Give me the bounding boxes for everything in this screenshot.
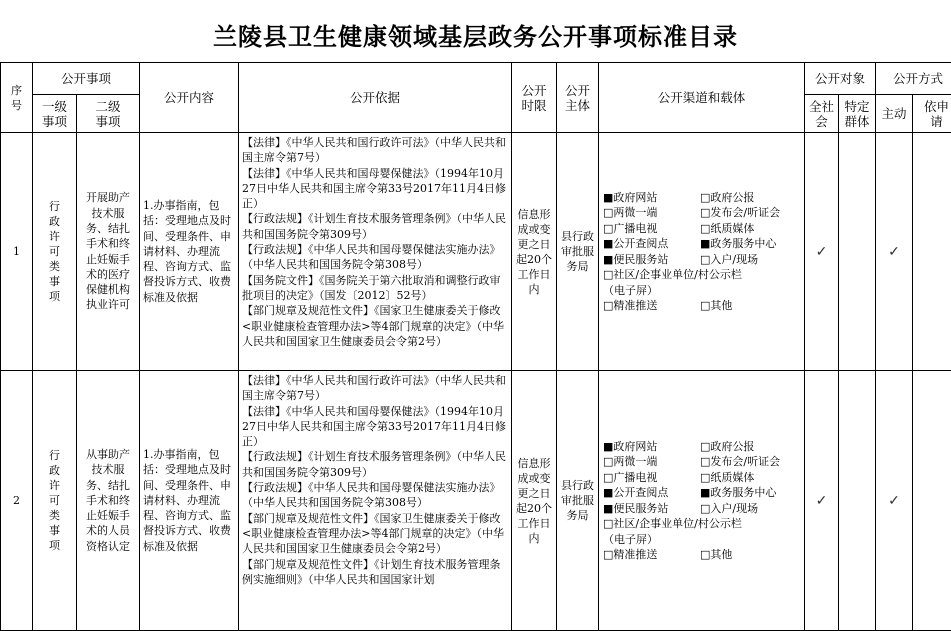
channel-line: ■便民服务站 □入户/现场: [603, 252, 800, 268]
header-basis: 公开依据: [239, 63, 512, 133]
row-seq: 2: [1, 371, 33, 631]
header-period: 公开时限: [512, 63, 557, 133]
table-row: [1, 133, 951, 371]
channel-line: □两微一端 □发布会/听证会: [603, 454, 800, 470]
header-target-all: 全社会: [805, 95, 839, 133]
basis-line: 【法律】《中华人民共和国母婴保健法》（1994年10月27日中华人民共和国主席令第33号2017年11月4日修正）: [242, 166, 508, 212]
row-l1: 行政许可类事项: [33, 371, 77, 631]
header-seq: 序号: [1, 63, 33, 133]
channel-line: □广播电视 □纸质媒体: [603, 221, 800, 237]
basis-line: 【法律】《中华人民共和国行政许可法》（中华人民共和国主席令第7号）: [242, 135, 508, 166]
header-channel: 公开渠道和载体: [599, 63, 805, 133]
channel-line: □广播电视 □纸质媒体: [603, 470, 800, 486]
row-l1: 行政许可类事项: [33, 133, 77, 371]
row-subject: 县行政审批服务局: [557, 371, 599, 631]
row-content: 1.办事指南，包括：受理地点及时间、受理条件、申请材料、办理流程、咨询方式、监督投诉方式、收费标准及依据: [140, 371, 239, 631]
channel-line: ■公开查阅点 ■政务服务中心: [603, 236, 800, 252]
header-target: 公开对象: [805, 63, 876, 95]
channel-line: ■便民服务站 □入户/现场: [603, 501, 800, 517]
channel-line: （电子屏）: [603, 283, 800, 299]
channel-line: □社区/企事业单位/村公示栏: [603, 267, 800, 283]
row-l2: 从事助产技术服务、结扎手术和终止妊娠手术的人员资格认定: [77, 371, 140, 631]
basis-line: 【行政法规】《中华人民共和国母婴保健法实施办法》（中华人民共和国国务院令第308号）: [242, 242, 508, 273]
catalog-table: [0, 62, 951, 631]
basis-line: 【行政法规】《计划生育技术服务管理条例》（中华人民共和国国务院令第309号）: [242, 449, 508, 480]
row-mode-request: [913, 371, 951, 631]
channel-line: □社区/企事业单位/村公示栏: [603, 516, 800, 532]
basis-line: 【部门规章及规范性文件】《国家卫生健康委关于修改<职业健康检查管理办法>等4部门规章的决定》（中华人民共和国国家卫生健康委员会令第2号）: [242, 303, 508, 349]
table-row: [1, 371, 951, 631]
row-content: 1.办事指南，包括：受理地点及时间、受理条件、申请材料、办理流程、咨询方式、监督投诉方式、收费标准及依据: [140, 133, 239, 371]
header-subject: 公开主体: [557, 63, 599, 133]
basis-line: 【法律】《中华人民共和国行政许可法》（中华人民共和国主席令第7号）: [242, 373, 508, 404]
row-seq: 1: [1, 133, 33, 371]
row-subject: 县行政审批服务局: [557, 133, 599, 371]
channel-line: （电子屏）: [603, 532, 800, 548]
header-mode-request: 依申请: [913, 95, 951, 133]
check-icon: ✓: [805, 371, 839, 631]
header-mode: 公开方式: [876, 63, 951, 95]
header-item: 公开事项: [33, 63, 140, 95]
header-item-l1: 一级事项: [33, 95, 77, 133]
row-basis: [239, 371, 512, 631]
page-title: 兰陵县卫生健康领域基层政务公开事项标准目录: [0, 17, 951, 52]
channel-line: ■政府网站 □政府公报: [603, 190, 800, 206]
header-mode-active: 主动: [876, 95, 913, 133]
row-channels: [599, 133, 805, 371]
row-mode-request: [913, 133, 951, 371]
row-channels: [599, 371, 805, 631]
check-icon: ✓: [876, 133, 913, 371]
channel-line: □精准推送 □其他: [603, 547, 800, 563]
row-target-special: [839, 133, 876, 371]
basis-line: 【行政法规】《中华人民共和国母婴保健法实施办法》（中华人民共和国国务院令第308号）: [242, 480, 508, 511]
header-row-1: [1, 63, 951, 95]
check-icon: ✓: [805, 133, 839, 371]
basis-line: 【行政法规】《计划生育技术服务管理条例》（中华人民共和国国务院令第309号）: [242, 211, 508, 242]
check-icon: ✓: [876, 371, 913, 631]
basis-line: 【法律】《中华人民共和国母婴保健法》（1994年10月27日中华人民共和国主席令第33号2017年11月4日修正）: [242, 404, 508, 450]
header-target-special: 特定群体: [839, 95, 876, 133]
basis-line: 【部门规章及规范性文件】《国家卫生健康委关于修改<职业健康检查管理办法>等4部门规章的决定》（中华人民共和国国家卫生健康委员会令第2号）: [242, 511, 508, 557]
channel-line: ■公开查阅点 ■政务服务中心: [603, 485, 800, 501]
row-basis: [239, 133, 512, 371]
row-l2: 开展助产技术服务、结扎手术和终止妊娠手术的医疗保健机构执业许可: [77, 133, 140, 371]
basis-line: 【国务院文件】《国务院关于第六批取消和调整行政审批项目的决定》（国发〔2012〕52号）: [242, 273, 508, 304]
channel-line: □两微一端 □发布会/听证会: [603, 205, 800, 221]
basis-line: 【部门规章及规范性文件】《计划生育技术服务管理条例实施细则》（中华人民共和国国家计划: [242, 557, 508, 588]
row-period: 信息形成或变更之日起20个工作日内: [512, 133, 557, 371]
channel-line: □精准推送 □其他: [603, 298, 800, 314]
channel-line: ■政府网站 □政府公报: [603, 439, 800, 455]
row-period: 信息形成或变更之日起20个工作日内: [512, 371, 557, 631]
row-target-special: [839, 371, 876, 631]
header-content: 公开内容: [140, 63, 239, 133]
header-item-l2: 二级事项: [77, 95, 140, 133]
